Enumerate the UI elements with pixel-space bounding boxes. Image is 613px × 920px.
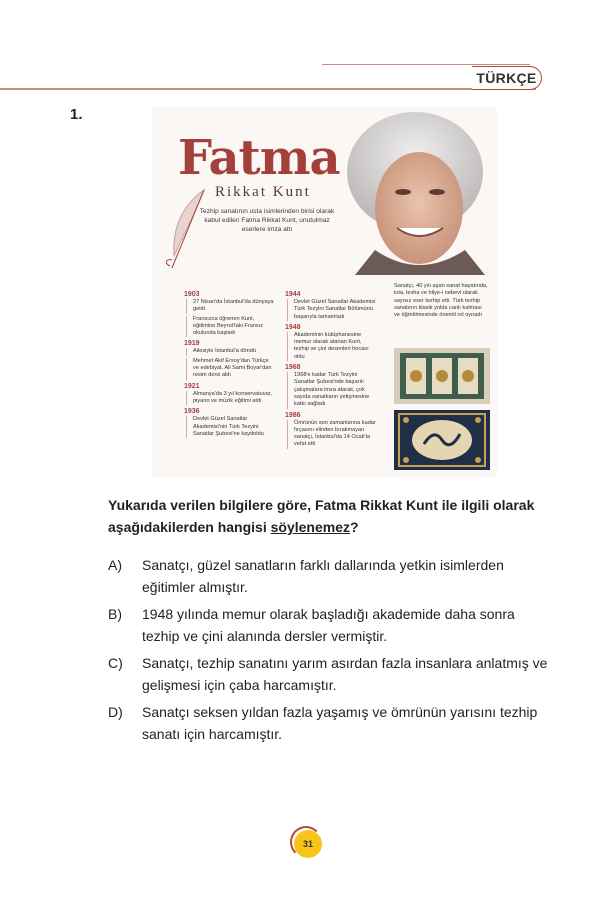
poster-subtitle: Rikkat Kunt <box>215 184 311 200</box>
timeline-event: Akademinin kütüphanesine memur olarak atanan Kunt, tezhip ve çini desenleri hocası oldu <box>287 332 377 361</box>
timeline-event: Fransızca öğrenen Kunt, eğitimine Beyrut'taki Fransız okulunda başladı <box>186 316 274 338</box>
option-label: D) <box>108 704 123 720</box>
timeline-entry <box>285 363 377 408</box>
header-rule-upper <box>322 64 530 65</box>
timeline-entry <box>184 407 274 438</box>
question-keyword: söylenemez <box>270 519 350 535</box>
timeline-entry <box>184 382 274 406</box>
timeline-event: Ailesiyle İstanbul'a döndü <box>186 348 274 355</box>
option-label: B) <box>108 606 122 622</box>
option-b[interactable] <box>108 603 553 647</box>
timeline-year: 1936 <box>184 408 200 416</box>
poster-title: Fatma <box>178 130 340 186</box>
timeline-year: 1948 <box>285 323 301 331</box>
timeline-year: 1944 <box>285 291 301 298</box>
timeline-event: Devlet Güzel Sanatlar Akademisi Türk Tezyini Sanatlar Bölümünü başarıyla tamamladı <box>287 299 377 321</box>
subject-tab <box>472 66 542 90</box>
calligraphy-panel-image <box>394 410 490 470</box>
page-number: 31 <box>302 839 313 849</box>
timeline-entry <box>184 339 274 379</box>
timeline-event: 27 Nisan'da İstanbul'da dünyaya geldi <box>186 299 274 314</box>
timeline-column-1 <box>184 290 274 440</box>
timeline-event: Ömrünün son zamanlarına kadar fırçasını elinden bırakmayan sanatçı, İstanbul'da 14 Ocak'ta vefat etti <box>287 420 377 449</box>
option-a[interactable] <box>108 554 553 598</box>
timeline-event: Devlet Güzel Sanatlar Akademisi'nin Türk Tezyini Sanatlar Şubesi'ne kaydoldu <box>186 416 274 438</box>
option-d[interactable] <box>108 701 553 745</box>
timeline-column-2 <box>285 290 377 451</box>
timeline-year: 1919 <box>184 340 200 348</box>
timeline-year: 1903 <box>184 291 200 298</box>
timeline-event: Mehmet Akif Ersoy'dan Türkçe ve edebiyat, Ali Sami Boyar'dan resim dersi aldı <box>186 358 274 380</box>
poster-summary: Sanatçı, 40 yılı aşan sanat hayatında, kıta, levha ve hilye-i nebevi olarak sayısız eser tezhip etti. Türk tezhip sanatının klasik yolda canlı kalması ve öğretilmesinde önemli rol oynadı <box>394 283 488 319</box>
timeline-entry <box>285 290 377 321</box>
portrait-image <box>335 110 490 275</box>
timeline-year: 1921 <box>184 382 200 390</box>
option-text: Sanatçı, tezhip sanatını yarım asırdan fazla insanlara anlatmış ve gelişmesi için çaba harcamıştır. <box>142 655 548 693</box>
timeline-event: 1968'e kadar Türk Tezyini Sanatlar Şubesi'nde başarılı çalışmalara imza atarak, çok sayıda sanatkarın yetişmesine katkı sağladı <box>287 372 377 408</box>
timeline-event: Almanya'da 3 yıl konservatuvar, piyano ve müzik eğitimi aldı <box>186 391 274 406</box>
timeline-year: 1968 <box>285 364 301 372</box>
illuminated-manuscript-image <box>394 348 490 404</box>
timeline-entry <box>285 323 377 361</box>
option-text: Sanatçı, güzel sanatların farklı dallarında yetkin isimlerden eğitimler almıştır. <box>142 557 504 595</box>
option-c[interactable] <box>108 652 553 696</box>
header-rule <box>0 88 536 90</box>
subject-label: TÜRKÇE <box>476 70 537 86</box>
timeline-entry <box>184 290 274 337</box>
timeline-entry <box>285 411 377 449</box>
option-text: Sanatçı seksen yıldan fazla yaşamış ve ömrünün yarısını tezhip sanatı için harcamıştır. <box>142 704 538 742</box>
poster-intro: Tezhip sanatının usta isimlerinden birisi olarak kabul edilen Fatma Rikkat Kunt, unutulmaz eserlere imza attı <box>199 208 335 233</box>
page-number-badge <box>294 830 322 858</box>
option-label: C) <box>108 655 123 671</box>
question-text: Yukarıda verilen bilgilere göre, Fatma Rikkat Kunt ile ilgili olarak aşağıdakilerden hangisi <box>108 497 535 535</box>
option-label: A) <box>108 557 122 573</box>
option-text: 1948 yılında memur olarak başladığı akademide daha sonra tezhip ve çini alanında dersler vermiştir. <box>142 606 515 644</box>
question-stem <box>108 494 548 538</box>
question-mark: ? <box>350 519 359 535</box>
question-number: 1. <box>70 106 83 123</box>
timeline-year: 1986 <box>285 411 301 419</box>
